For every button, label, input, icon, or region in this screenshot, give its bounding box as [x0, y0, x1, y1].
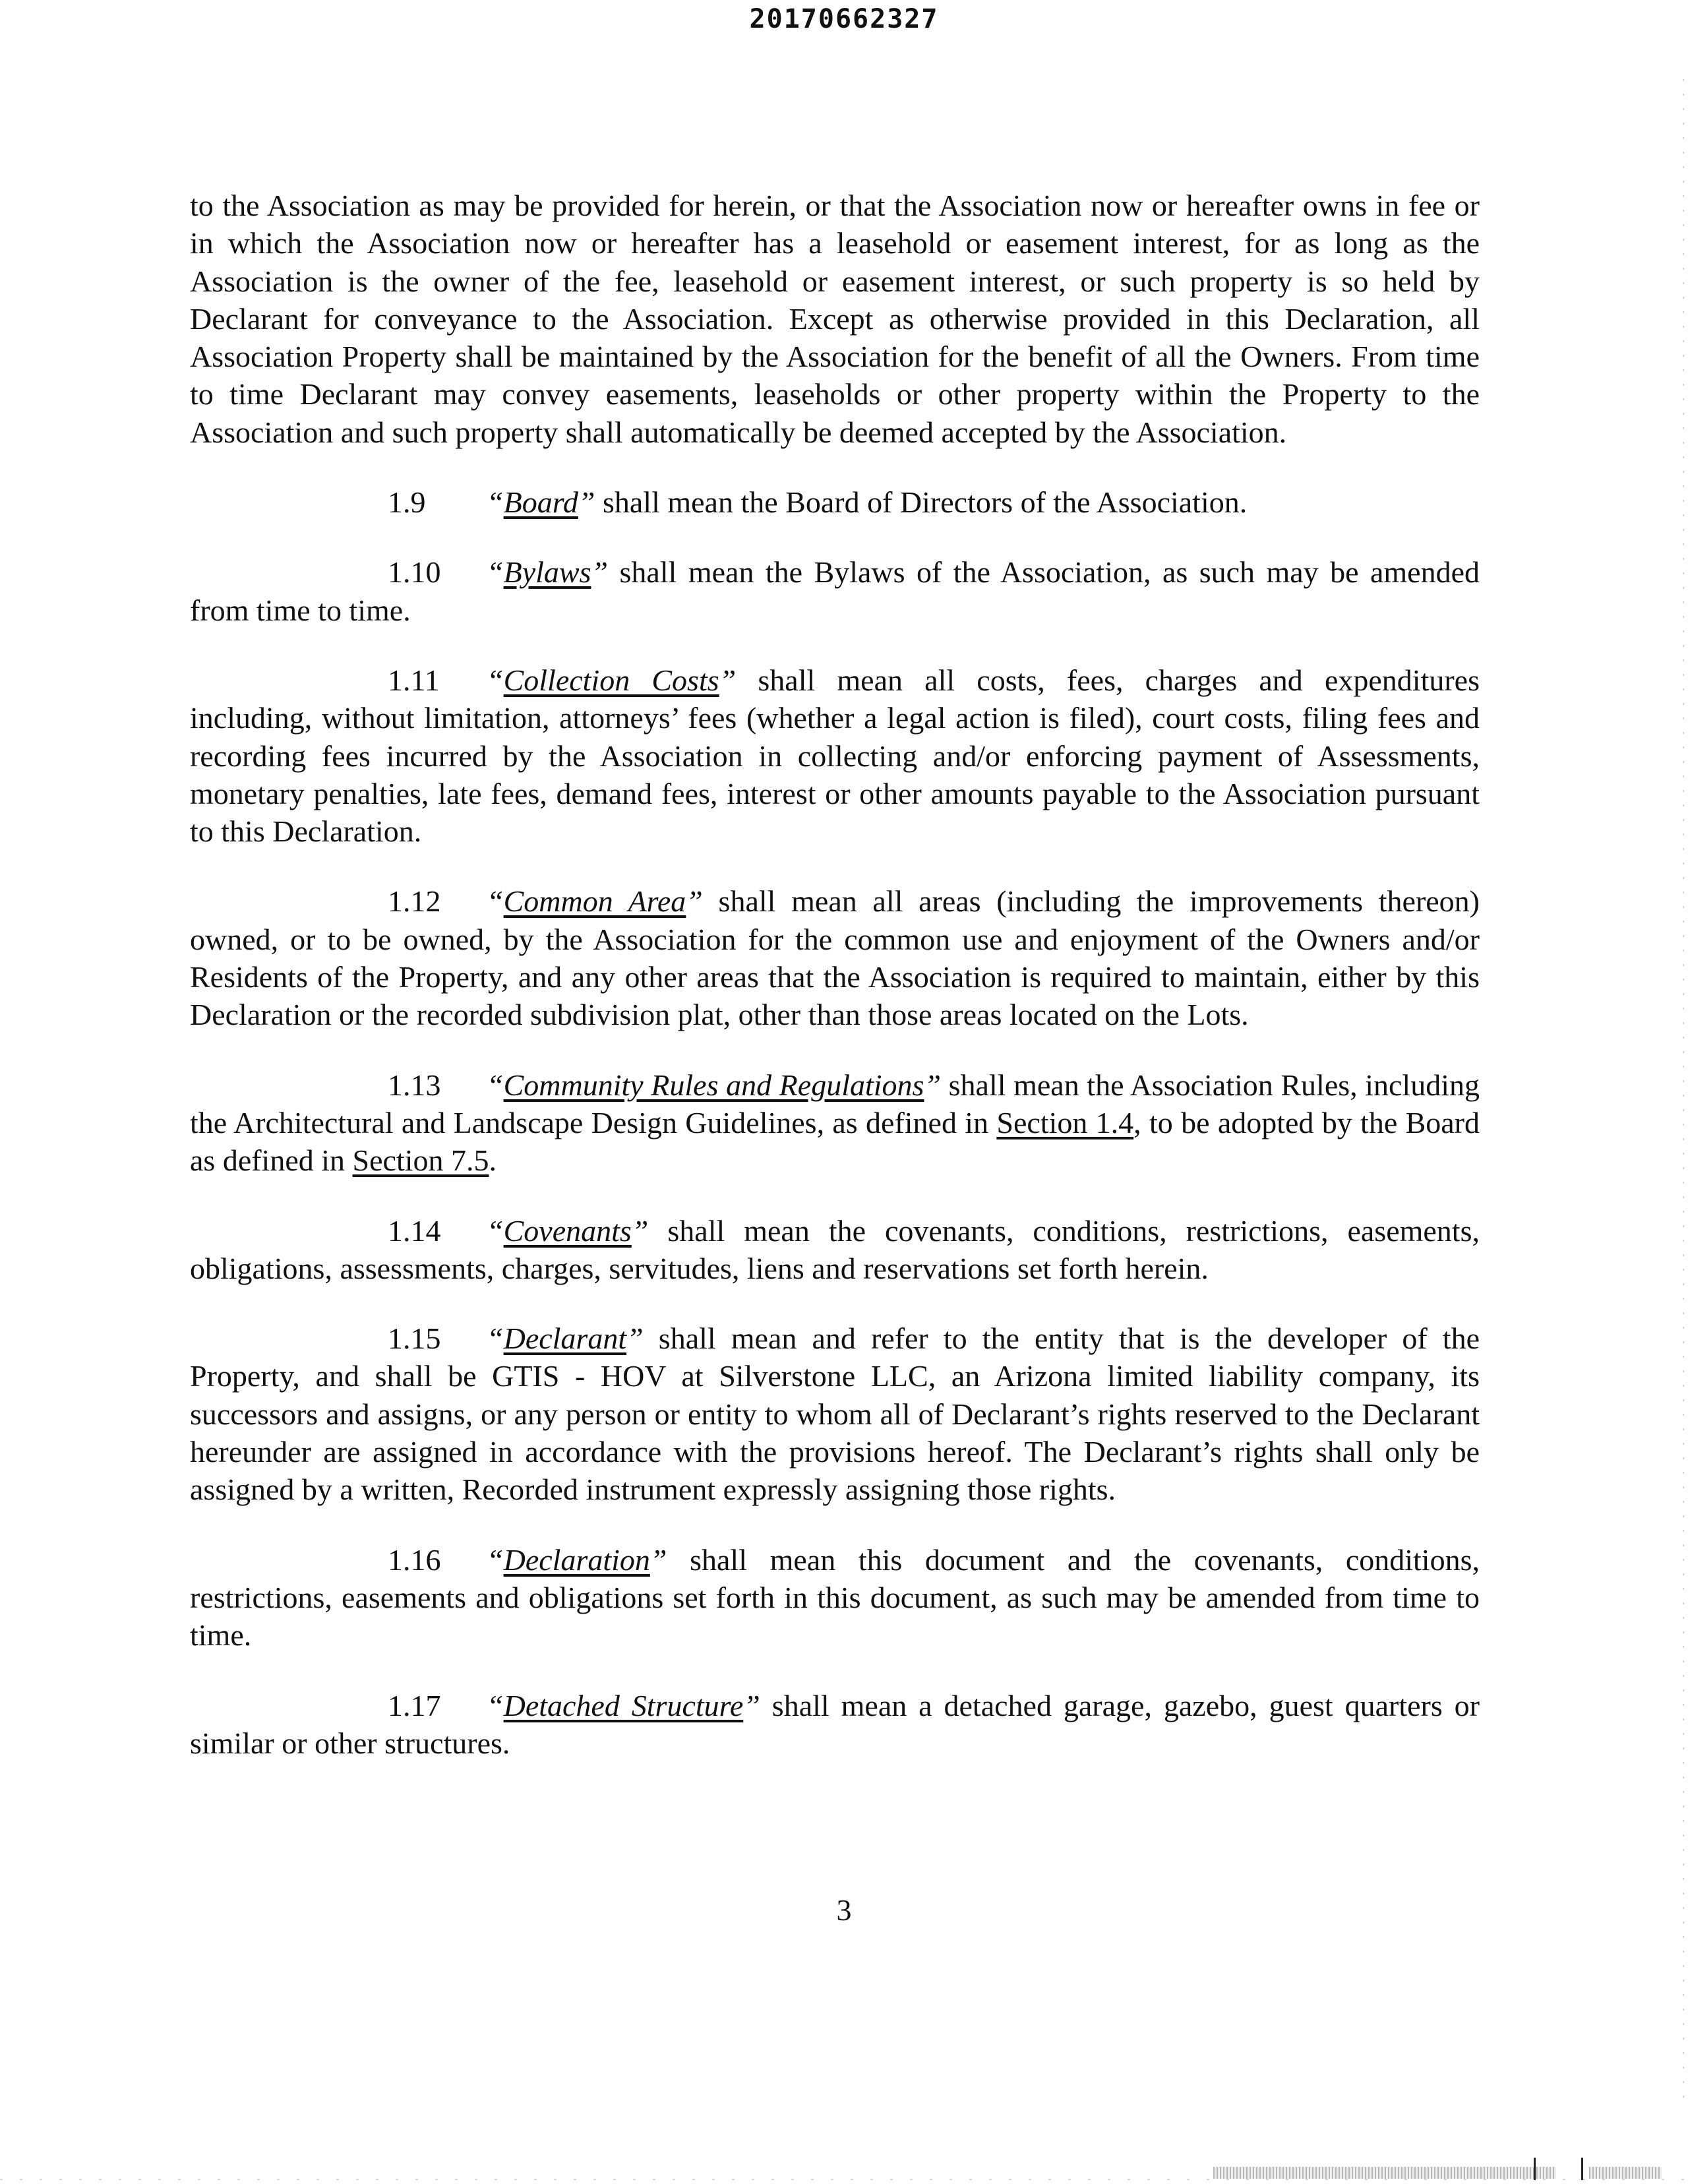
definition-text: shall mean all costs, fees, charges and expenditures including, without limitation, attorneys’ fees (whether a legal action is filed), court costs, filing fees and recording fees incurred by the Association in collecting and/or enforcing payment of Assessments, monetary penalties, late fees, demand fees, interest or other amounts payable to the Association pursuant to this Declaration. [190, 663, 1480, 849]
defined-term: “Declarant” [487, 1321, 644, 1356]
defined-term: “Declaration” [487, 1542, 667, 1577]
scan-edge-right [1683, 79, 1684, 2110]
defined-term-text: Common Area [503, 884, 686, 919]
definition-1-12 [190, 882, 1480, 1033]
page-number: 3 [836, 1893, 852, 1927]
definition-text: shall mean and refer to the entity that is the developer of the Property, and shall be GTIS - HOV at Silverstone LLC, an Arizona limited liability company, its successors and assigns, or any person or entity to whom all of Declarant’s rights reserved to the Declarant hereunder are assigned in accordance with the provisions hereof. The Declarant’s rights shall only be assigned by a written, Recorded instrument expressly assigning those rights. [190, 1321, 1480, 1507]
defined-term: “Community Rules and Regulations” [487, 1068, 942, 1102]
defined-term-text: Bylaws [503, 555, 591, 590]
scan-artifact [1581, 2158, 1583, 2180]
defined-term: “Bylaws” [487, 555, 609, 590]
definition-text: shall mean the covenants, conditions, restrictions, easements, obligations, assessments, charges, servitudes, liens and reservations set forth herein. [190, 1213, 1480, 1285]
defined-term: “Board” [487, 485, 595, 520]
defined-term: “Common Area” [487, 884, 703, 919]
defined-term: “Covenants” [487, 1213, 649, 1248]
definition-text: , to be adopted by the Board as defined in [190, 1105, 1480, 1178]
definition-text: shall mean this document and the covenants, conditions, restrictions, easements and obligations set forth in this document, as such may be amended from time to time. [190, 1542, 1480, 1653]
defined-term-text: Covenants [503, 1213, 632, 1248]
defined-term-text: Detached Structure [503, 1688, 744, 1722]
section-number: 1.10 [388, 555, 441, 590]
definition-text: shall mean a detached garage, gazebo, guest quarters or similar or other structures. [190, 1688, 1480, 1760]
document-body [190, 187, 1480, 1794]
defined-term-text: Community Rules and Regulations [503, 1068, 924, 1102]
scan-artifact [1213, 2167, 1556, 2179]
recording-number: 20170662327 [749, 4, 939, 34]
defined-term-text: Declaration [503, 1542, 650, 1577]
definition-1-16 [190, 1541, 1480, 1654]
definition-1-15 [190, 1320, 1480, 1508]
section-number: 1.11 [388, 663, 440, 697]
scan-artifact [1589, 2167, 1662, 2179]
scan-edge-bottom [0, 2179, 1688, 2180]
definition-1-14 [190, 1212, 1480, 1288]
definition-text: . [489, 1143, 497, 1178]
definition-1-17 [190, 1687, 1480, 1763]
section-number: 1.14 [388, 1213, 441, 1248]
section-number: 1.15 [388, 1321, 441, 1356]
definition-text: shall mean all areas (including the improvements thereon) owned, or to be owned, by the Association for the common use and enjoyment of the Owners and/or Residents of the Property, and any other areas that the Association is required to maintain, either by this Declaration or the recorded subdivision plat, other than those areas located on the Lots. [190, 884, 1480, 1032]
section-number: 1.12 [388, 884, 441, 919]
section-number: 1.16 [388, 1542, 441, 1577]
section-reference: Section 7.5 [352, 1143, 489, 1178]
section-number: 1.13 [388, 1068, 441, 1102]
definition-text: shall mean the Bylaws of the Association, as such may be amended from time to time. [190, 555, 1480, 627]
defined-term: “Detached Structure” [487, 1688, 760, 1722]
defined-term: “Collection Costs” [487, 663, 737, 697]
scan-artifact [1534, 2158, 1536, 2180]
definition-1-13 [190, 1066, 1480, 1180]
section-number: 1.9 [388, 485, 426, 520]
defined-term-text: Collection Costs [503, 663, 719, 697]
section-number: 1.17 [388, 1688, 441, 1722]
defined-term-text: Board [503, 485, 578, 520]
definition-1-10 [190, 553, 1480, 629]
definition-1-9 [190, 483, 1480, 521]
section-reference: Section 1.4 [996, 1105, 1134, 1139]
definition-1-11 [190, 661, 1480, 850]
definition-text: shall mean the Board of Directors of the Association. [595, 485, 1248, 520]
defined-term-text: Declarant [503, 1321, 627, 1356]
intro-paragraph: to the Association as may be provided for herein, or that the Association now or hereafter owns in fee or in which the Association now or hereafter has a leasehold or easement interest, for as long as the Association is the owner of the fee, leasehold or easement interest, or such property is so held by Declarant for conveyance to the Association. Except as otherwise provided in this Declaration, all Association Property shall be maintained by the Association for the benefit of all the Owners. From time to time Declarant may convey easements, leaseholds or other property within the Property to the Association and such property shall automatically be deemed accepted by the Association. [190, 189, 1480, 449]
definition-text: shall mean the Association Rules, including the Architectural and Landscape Design Guidelines, as defined in [190, 1068, 1480, 1139]
